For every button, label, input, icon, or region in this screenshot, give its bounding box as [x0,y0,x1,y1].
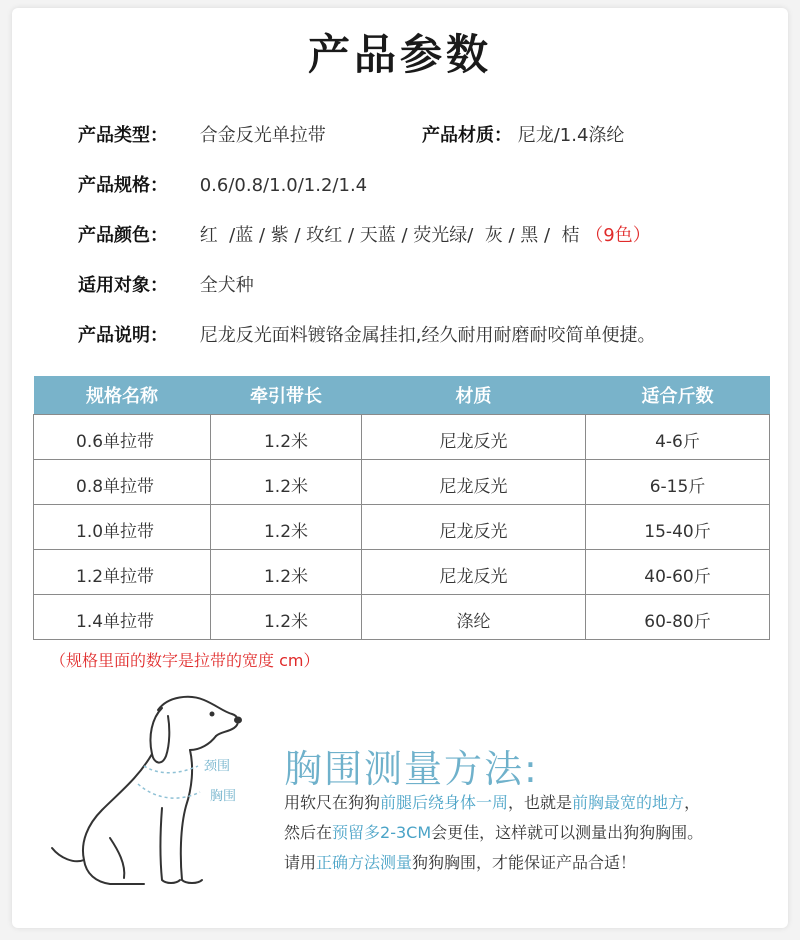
table-row [34,459,770,504]
spec-table [33,376,770,640]
m3-c: 狗狗胸围，才能保证产品合适！ [412,853,637,872]
m3-b: 正确方法测量 [316,853,413,872]
param-color-count: （9色） [585,225,651,246]
header-weight-range: 适合斤数 [586,376,770,414]
cell-weight: 15-40斤 [586,504,770,549]
dog-eye [210,712,215,717]
cell-weight: 40-60斤 [586,549,770,594]
param-color-value: 红 /蓝 / 紫 / 玫红 / 天蓝 / 荧光绿/ 灰 / 黑 / 桔 [199,225,580,246]
cell-material: 尼龙反光 [362,459,586,504]
m2-b: 预留多2-3CM [332,823,432,842]
cell-weight: 6-15斤 [586,459,770,504]
dog-hind-leg [84,860,144,884]
table-header-row [34,376,770,414]
neck-measure-line [144,766,198,773]
neck-label: 颈围 [204,759,231,774]
param-material-label: 产品材质： [422,125,512,146]
param-type-label: 产品类型： [78,125,168,146]
param-material-value: 尼龙/1.4涤纶 [517,125,625,146]
param-desc-label: 产品说明： [78,325,168,346]
header-material: 材质 [362,376,586,414]
m3-a: 请用 [284,853,317,872]
param-color-label: 产品颜色： [78,225,168,246]
param-target-label: 适用对象： [78,275,168,296]
m2-a: 然后在 [284,823,333,842]
param-spec-label: 产品规格： [78,175,168,196]
width-note: （规格里面的数字是拉带的宽度 cm） [50,651,320,670]
page-title: 产品参数 [307,30,492,79]
cell-length: 1.2米 [211,414,362,459]
cell-spec: 1.4单拉带 [34,594,211,639]
cell-material: 涤纶 [362,594,586,639]
dog-tail [52,848,84,861]
m2-c: 会更佳，这样就可以测量出狗狗胸围。 [431,823,704,842]
dog-haunch [110,838,124,878]
cell-spec: 1.2单拉带 [34,549,211,594]
m1-d: 前胸最宽的地方 [572,793,685,812]
dog-front-paw [182,880,202,883]
param-type [78,124,326,148]
cell-length: 1.2米 [211,594,362,639]
param-type-value: 合金反光单拉带 [199,125,326,146]
param-desc-value: 尼龙反光面料镀铬金属挂扣,经久耐用耐磨耐咬简单便捷。 [199,325,656,346]
param-desc [78,324,655,348]
header-leash-length: 牵引带长 [211,376,362,414]
param-color [78,224,651,248]
header-spec-name: 规格名称 [34,376,211,414]
param-spec-value: 0.6/0.8/1.0/1.2/1.4 [199,175,368,196]
measure-line-3 [284,850,636,873]
dog-ear [150,708,169,763]
cell-length: 1.2米 [211,459,362,504]
m1-e: ， [684,793,701,812]
dog-nose [234,717,242,724]
table-row [34,594,770,639]
measure-line-2 [284,820,703,843]
cell-spec: 1.0单拉带 [34,504,211,549]
measure-title: 胸围测量方法: [284,747,539,791]
dog-back [83,754,152,860]
cell-length: 1.2米 [211,504,362,549]
param-material [422,124,624,148]
dog-jaw [190,736,216,750]
table-row [34,414,770,459]
measure-line-1 [284,790,700,813]
m1-c: ，也就是 [508,793,573,812]
cell-material: 尼龙反光 [362,414,586,459]
cell-weight: 60-80斤 [586,594,770,639]
param-target-value: 全犬种 [199,275,254,296]
table-row [34,504,770,549]
chest-label: 胸围 [210,789,237,804]
dog-front-leg [161,808,181,883]
m1-a: 用软尺在狗狗 [284,793,381,812]
dog-illustration [40,688,270,898]
cell-spec: 0.8单拉带 [34,459,211,504]
cell-spec: 0.6单拉带 [34,414,211,459]
cell-length: 1.2米 [211,549,362,594]
table-row [34,549,770,594]
cell-weight: 4-6斤 [586,414,770,459]
param-target [78,274,254,298]
cell-material: 尼龙反光 [362,549,586,594]
m1-b: 前腿后绕身体一周 [380,793,509,812]
cell-material: 尼龙反光 [362,504,586,549]
param-spec [78,174,367,198]
